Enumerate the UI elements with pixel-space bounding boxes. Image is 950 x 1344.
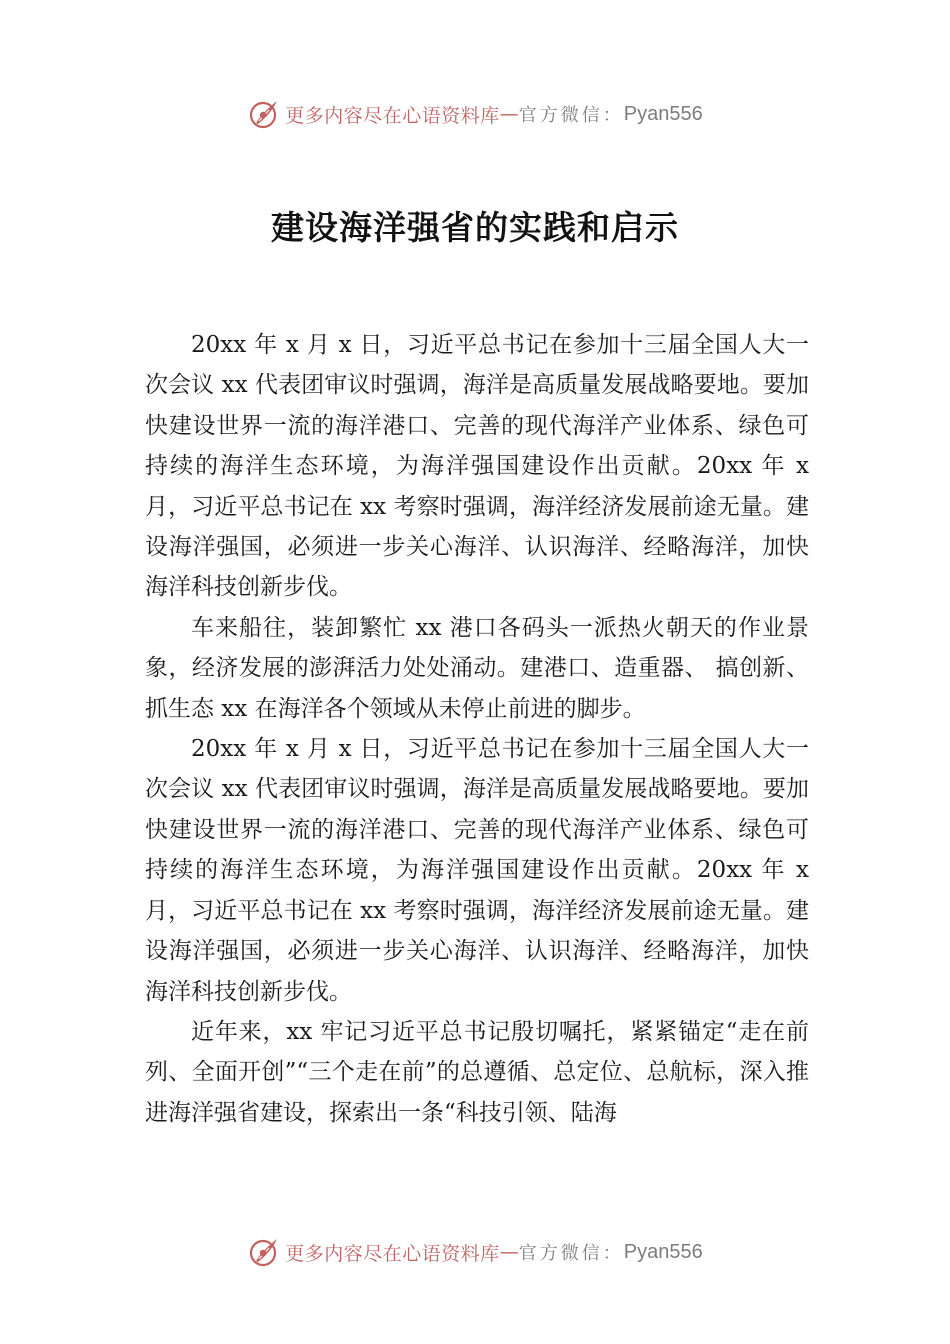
- watermark-main-text: 更多内容尽在心语资料库: [285, 1242, 500, 1265]
- quill-logo-icon: [247, 1235, 281, 1269]
- paragraph-1: 20xx 年 x 月 x 日，习近平总书记在参加十三届全国人大一次会议 xx 代表团审议时强调，海洋是高质量发展战略要地。要加快建设世界一流的海洋港口、完善的现代海洋产业体系、绿色可持续的海洋生态环境，为海洋强国建设作出贡献。20xx 年 x 月，习近平总书记在 xx 考察时强调，海洋经济发展前途无量。建设海洋强国，必须进一步关心海洋、认识海洋、经略海洋，加快海洋科技创新步伐。: [145, 332, 809, 601]
- watermark-wechat-id: Pyan556: [623, 102, 703, 125]
- watermark-wechat-label: 官方微信：: [518, 1243, 624, 1264]
- paragraph-3: 20xx 年 x 月 x 日，习近平总书记在参加十三届全国人大一次会议 xx 代表团审议时强调，海洋是高质量发展战略要地。要加快建设世界一流的海洋港口、完善的现代海洋产业体系、绿色可持续的海洋生态环境，为海洋强国建设作出贡献。20xx 年 x 月，习近平总书记在 xx 考察时强调，海洋经济发展前途无量。建设海洋强国，必须进一步关心海洋、认识海洋、经略海洋，加快海洋科技创新步伐。: [145, 736, 809, 1005]
- watermark-dash: —: [499, 103, 519, 125]
- paragraph-4: 近年来，xx 牢记习近平总书记殷切嘱托，紧紧锚定“走在前列、全面开创”“三个走在前”的总遵循、总定位、总航标，深入推进海洋强省建设，探索出一条“科技引领、陆海: [145, 1018, 809, 1126]
- watermark-wechat-id: Pyan556: [623, 1240, 703, 1263]
- paragraph-2: 车来船往，装卸繁忙 xx 港口各码头一派热火朝天的作业景象，经济发展的澎湃活力处处涌动。建港口、造重器、 搞创新、抓生态 xx 在海洋各个领域从未停止前进的脚步。: [145, 614, 809, 722]
- footer-watermark: [0, 1232, 950, 1272]
- watermark-dash: —: [499, 1241, 519, 1263]
- watermark-wechat-label: 官方微信：: [518, 105, 624, 126]
- watermark-main-text: 更多内容尽在心语资料库: [285, 104, 500, 127]
- header-watermark: [0, 94, 950, 134]
- document-title: 建设海洋强省的实践和启示: [271, 208, 679, 247]
- document-body: [145, 325, 809, 1133]
- quill-logo-icon: [247, 97, 281, 131]
